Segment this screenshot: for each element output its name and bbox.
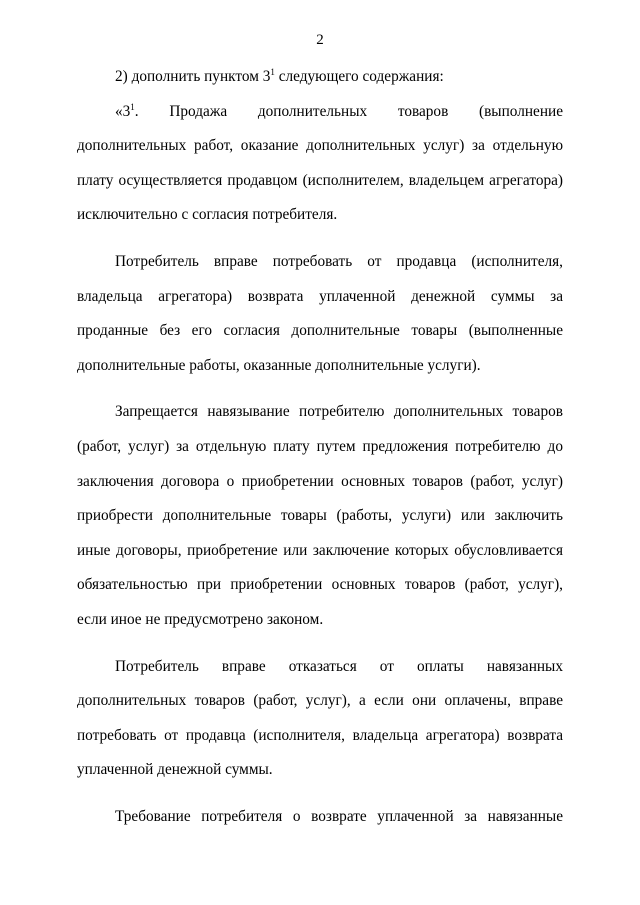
- paragraph-claim-continued: Требование потребителя о возврате уплаченной за навязанные: [115, 807, 563, 825]
- paragraph-refund-right: Потребитель вправе потребовать от продавца (исполнителя, владельца агрегатора) возврата уплаченной денежной суммы за проданные без его согласия дополнительные товары (выполненные дополнительные работы, оказанные дополнительные услуги).: [77, 252, 563, 374]
- document-body: [77, 60, 563, 834]
- paragraph-amendment-intro: 2) дополнить пунктом $3^1$ следующего содержания:: [115, 67, 444, 85]
- paragraph-prohibition: Запрещается навязывание потребителю дополнительных товаров (работ, услуг) за отдельную плату путем предложения потребителю до заключения договора о приобретении основных товаров (работ, услуг) приобрести дополнительные товары (работы, услуги) или заключить иные договоры, приобретение или заключение которых обусловливается обязательностью при приобретении основных товаров (работ, услуг), если иное не предусмотрено законом.: [77, 403, 563, 628]
- paragraph-clause-3-1: «$3^1$. Продажа дополнительных товаров (выполнение дополнительных работ, оказание дополнительных услуг) за отдельную плату осуществляется продавцом (исполнителем, владельцем агрегатора) исключительно с согласия потребителя.: [77, 101, 563, 224]
- page-number: 2: [316, 32, 324, 48]
- paragraph-refusal-right: Потребитель вправе отказаться от оплаты навязанных дополнительных товаров (работ, услуг), а если они оплачены, вправе потребовать от продавца (исполнителя, владельца агрегатора) возврата уплаченной денежной суммы.: [77, 657, 563, 779]
